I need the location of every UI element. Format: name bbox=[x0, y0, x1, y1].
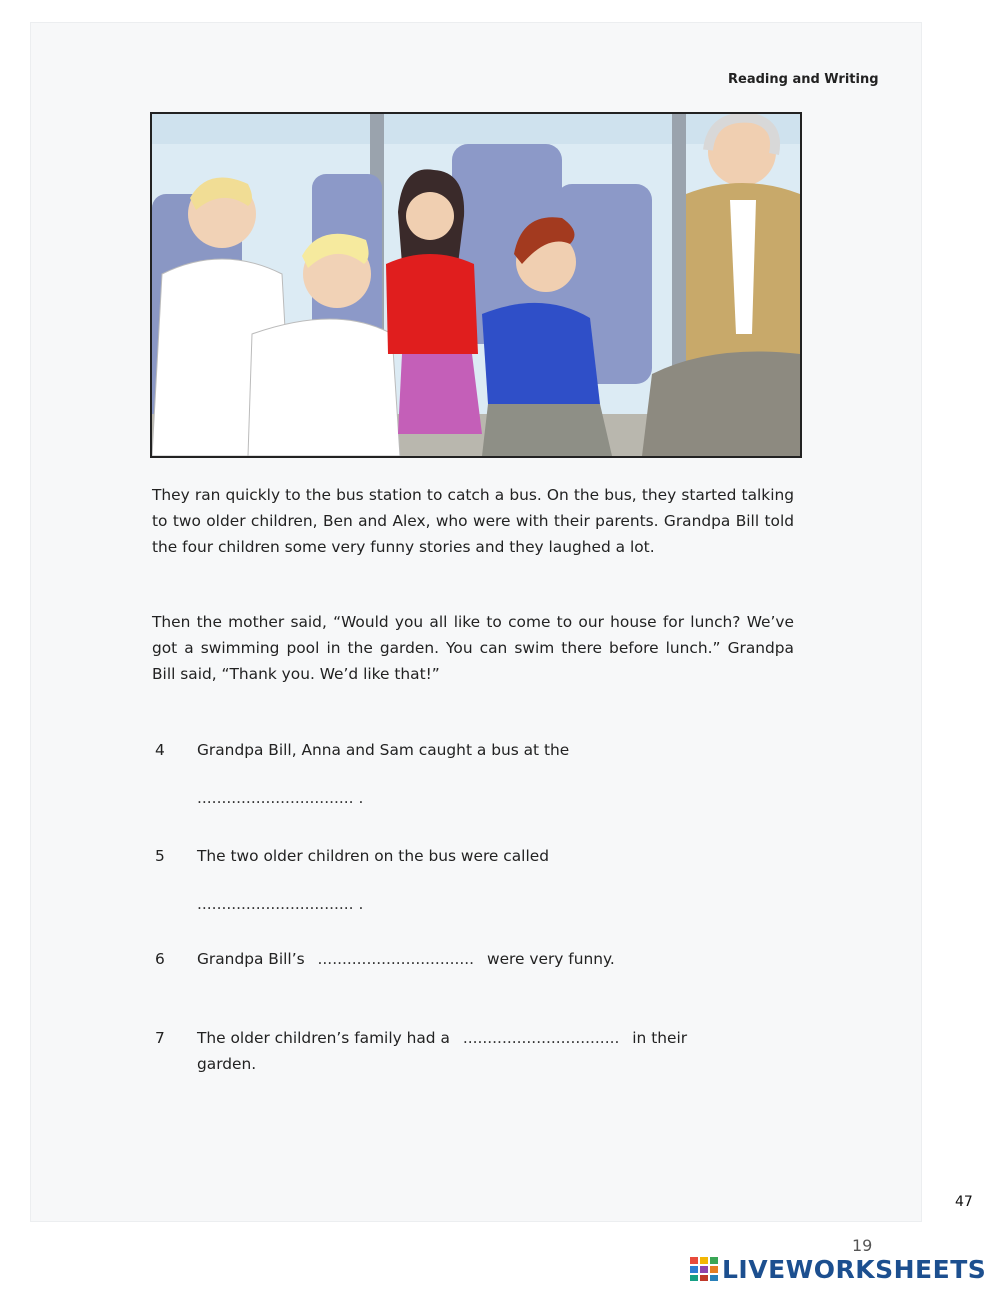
answer-blank[interactable]: ................................ . bbox=[197, 789, 364, 807]
answer-blank[interactable]: ................................ . bbox=[197, 895, 364, 913]
answer-blank[interactable]: ................................ bbox=[462, 1029, 620, 1047]
question-text: The two older children on the bus were called bbox=[197, 847, 549, 865]
question-text-before: Grandpa Bill’s bbox=[197, 950, 305, 968]
question-text bbox=[197, 946, 795, 972]
liveworksheets-logo[interactable] bbox=[690, 1252, 986, 1286]
question-number: 6 bbox=[155, 950, 165, 968]
question-text: Grandpa Bill, Anna and Sam caught a bus at the bbox=[197, 741, 570, 759]
question-number: 7 bbox=[155, 1029, 165, 1047]
question-text bbox=[197, 1025, 795, 1077]
answer-blank[interactable]: ................................ bbox=[317, 950, 475, 968]
question-text-after: in their bbox=[632, 1029, 688, 1047]
question-text-before: The older children’s family had a bbox=[197, 1029, 450, 1047]
question-number: 4 bbox=[155, 741, 165, 759]
section-title: Reading and Writing bbox=[728, 72, 879, 87]
question-number: 5 bbox=[155, 847, 165, 865]
question-text-after: were very funny. bbox=[486, 950, 615, 968]
bus-illustration bbox=[150, 112, 802, 458]
story-paragraph-1: They ran quickly to the bus station to catch a bus. On the bus, they started talking to two older children, Ben and Alex, who were with their parents. Grandpa Bill told the four children some very funny stories and they laughed a lot. bbox=[152, 486, 794, 556]
brand-name: LIVEWORKSHEETS bbox=[722, 1254, 987, 1284]
liveworksheets-grid-icon bbox=[690, 1257, 718, 1281]
book-page-number: 19 bbox=[852, 1236, 873, 1255]
sheet-page-number: 47 bbox=[955, 1194, 973, 1210]
story-paragraph-2: Then the mother said, “Would you all like to come to our house for lunch? We’ve got a swimming pool in the garden. You can swim there before lunch.” Grandpa Bill said, “Thank you. We’d like that!” bbox=[152, 613, 794, 683]
question-text-line2: garden. bbox=[197, 1055, 257, 1073]
